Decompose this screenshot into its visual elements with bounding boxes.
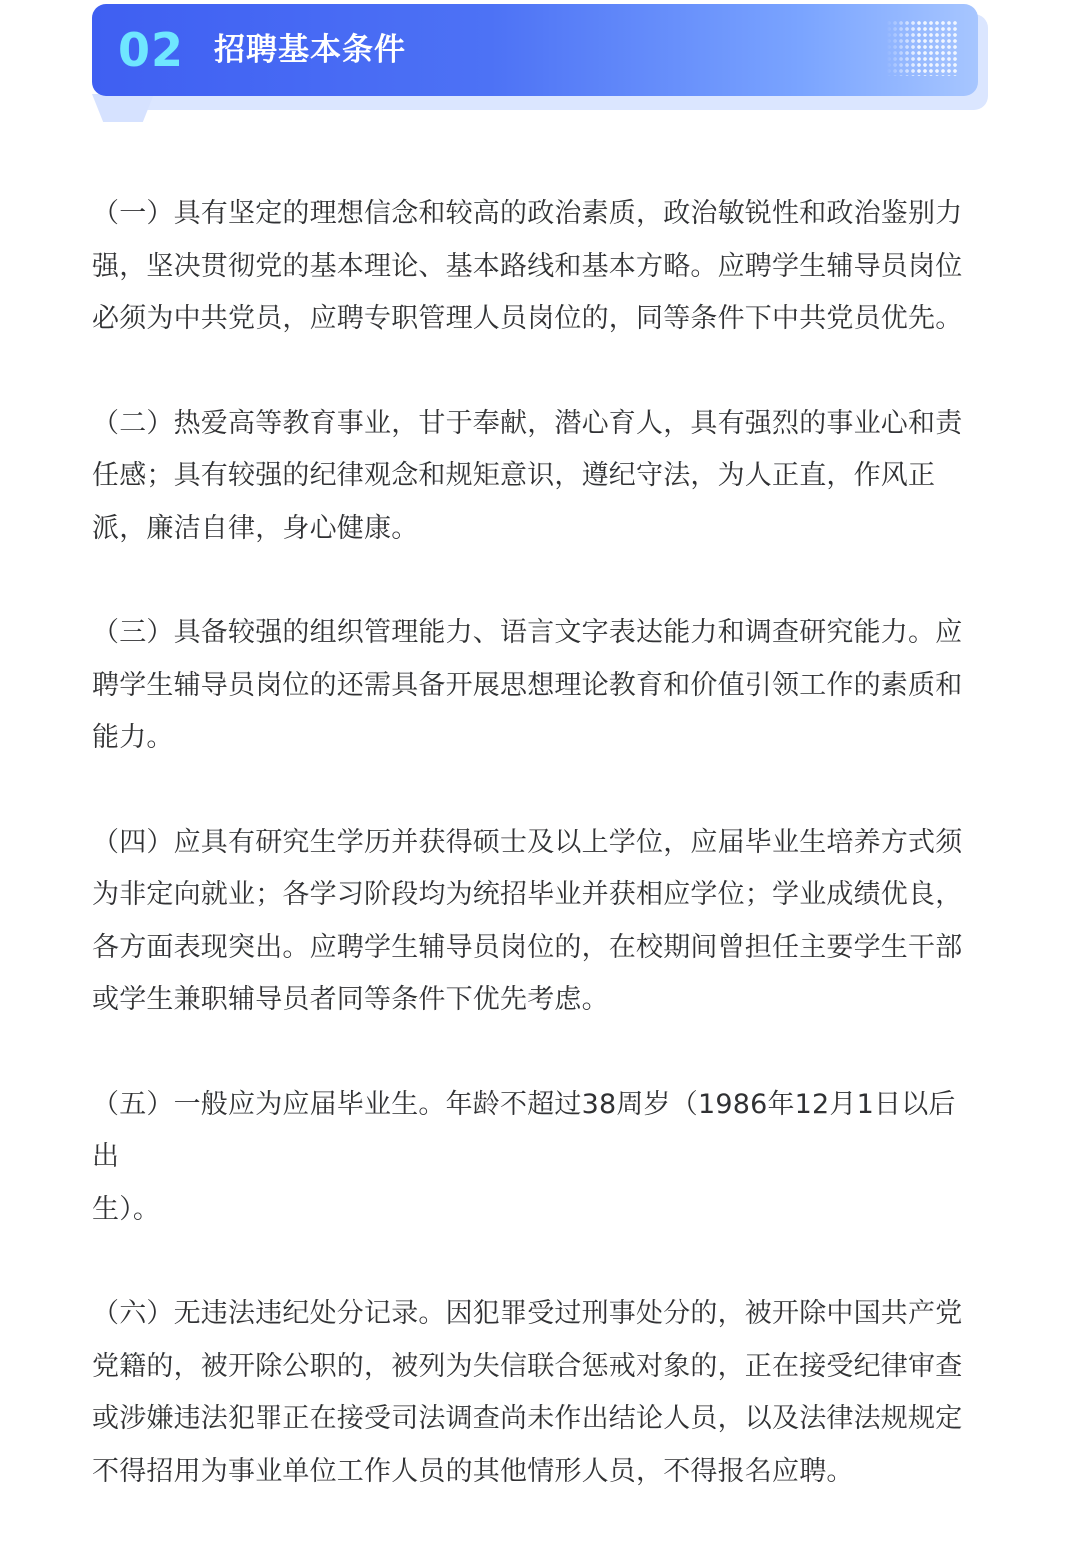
- paragraph-line: 各方面表现突出。应聘学生辅导员岗位的，在校期间曾担任主要学生干部: [92, 931, 963, 963]
- requirement-paragraph-3: [92, 607, 982, 765]
- paragraph-line: （三）具备较强的组织管理能力、语言文字表达能力和调查研究能力。应: [92, 617, 963, 648]
- paragraph-line: 任感；具有较强的纪律观念和规矩意识，遵纪守法，为人正直，作风正: [92, 460, 936, 491]
- paragraph-line: 或涉嫌违法犯罪正在接受司法调查尚未作出结论人员，以及法律法规规定: [92, 1403, 963, 1434]
- paragraph-line: （四）应具有研究生学历并获得硕士及以上学位，应届毕业生培养方式须: [92, 826, 963, 858]
- requirement-paragraph-5: [92, 1079, 982, 1237]
- paragraph-line: （一）具有坚定的理想信念和较高的政治素质，政治敏锐性和政治鉴别力: [92, 198, 963, 229]
- paragraph-line: 为非定向就业；各学习阶段均为统招毕业并获相应学位；学业成绩优良，: [92, 879, 963, 910]
- paragraph-line: 不得招用为事业单位工作人员的其他情形人员，不得报名应聘。: [92, 1455, 854, 1487]
- section-number: 02: [118, 23, 185, 77]
- paragraph-line: 必须为中共党员，应聘专职管理人员岗位的，同等条件下中共党员优先。: [92, 303, 963, 334]
- paragraph-line: 生）。: [92, 1193, 161, 1225]
- section-header-banner: [92, 4, 978, 96]
- section-header: [92, 4, 988, 128]
- section-title: 招聘基本条件: [214, 32, 406, 68]
- requirement-paragraph-6: [92, 1288, 982, 1498]
- paragraph-line: 党籍的，被开除公职的，被列为失信联合惩戒对象的，正在接受纪律审查: [92, 1350, 963, 1382]
- section-header-tab: [92, 94, 154, 122]
- requirement-paragraph-2: [92, 398, 982, 556]
- section-content: [92, 188, 982, 1550]
- requirement-paragraph-4: [92, 817, 982, 1027]
- paragraph-line: 或学生兼职辅导员者同等条件下优先考虑。: [92, 984, 609, 1015]
- paragraph-line: （五）一般应为应届毕业生。年龄不超过38周岁（1986年12月1日以后出: [92, 1088, 956, 1172]
- paragraph-line: 强，坚决贯彻党的基本理论、基本路线和基本方略。应聘学生辅导员岗位: [92, 250, 963, 282]
- paragraph-line: 能力。: [92, 722, 174, 753]
- paragraph-line: 聘学生辅导员岗位的还需具备开展思想理论教育和价值引领工作的素质和: [92, 669, 963, 701]
- requirement-paragraph-1: [92, 188, 982, 346]
- paragraph-line: （二）热爱高等教育事业，甘于奉献，潜心育人，具有强烈的事业心和责: [92, 407, 963, 439]
- paragraph-line: 派，廉洁自律，身心健康。: [92, 512, 419, 544]
- paragraph-line: （六）无违法违纪处分记录。因犯罪受过刑事处分的，被开除中国共产党: [92, 1298, 963, 1329]
- dot-grid-icon: [886, 20, 958, 76]
